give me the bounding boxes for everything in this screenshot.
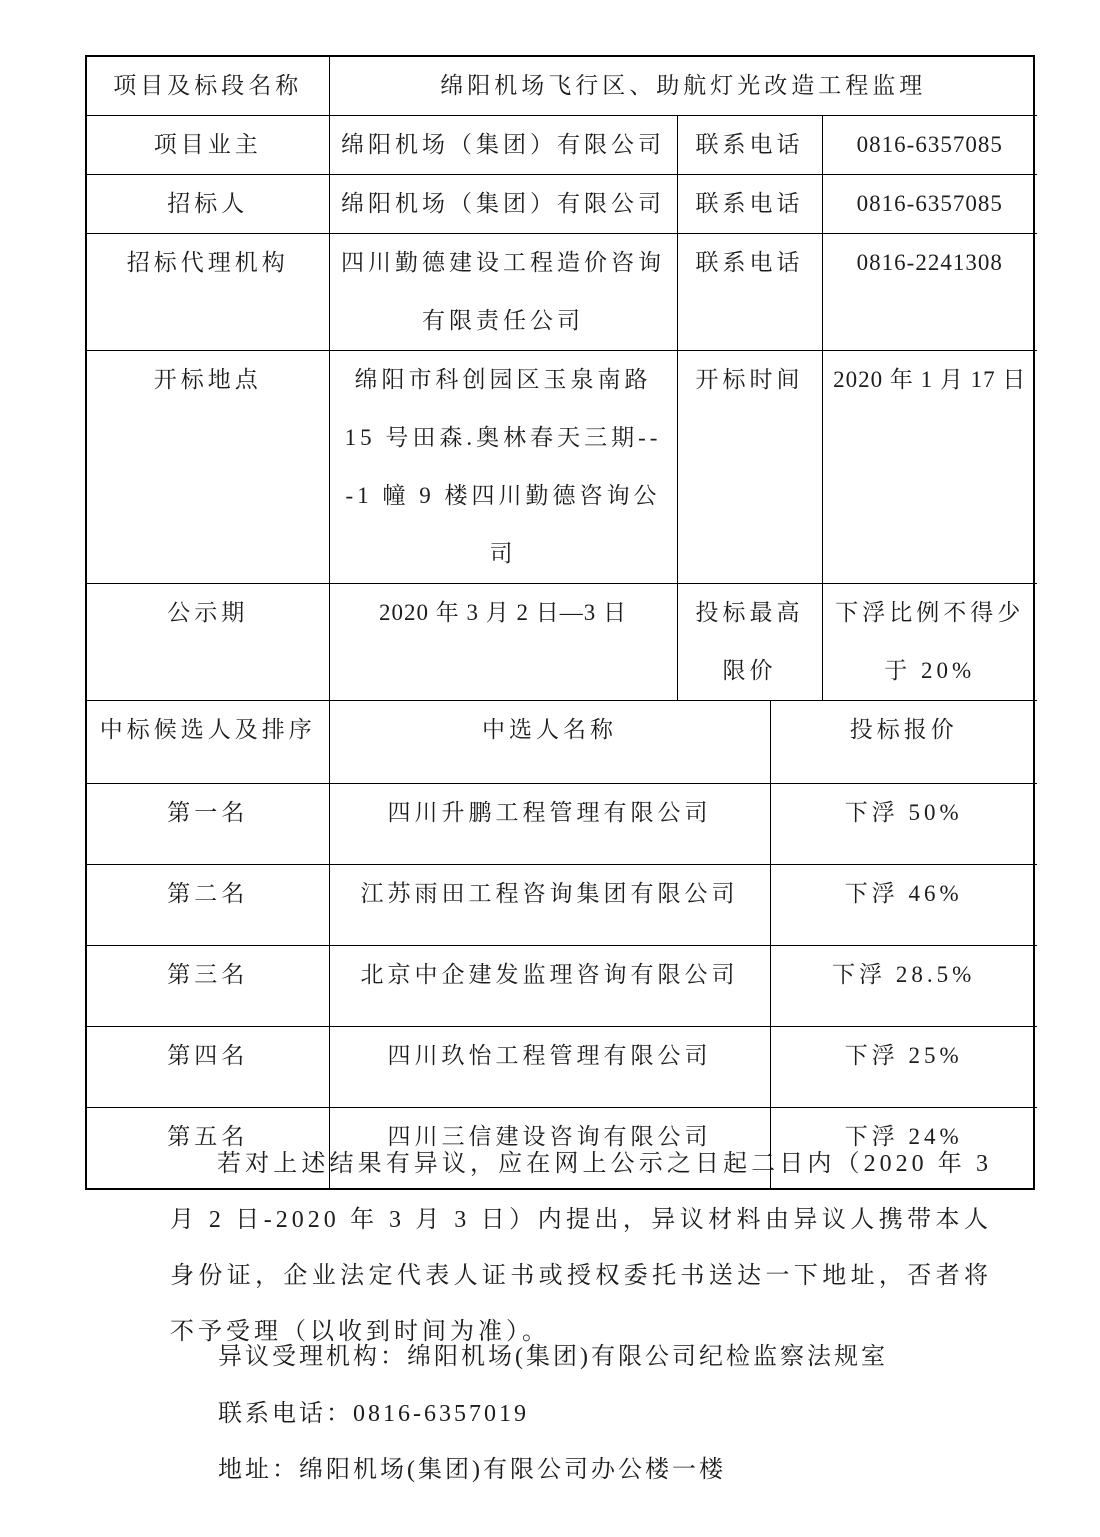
owner-value-cell: 绵阳机场（集团）有限公司 [329,116,677,175]
candidate-row-2 [87,864,1037,945]
candidate-price-cell: 下浮 46% [770,864,1037,945]
owner-row [87,116,1037,175]
max-price-value-cell: 下浮比例不得少于 20% [822,584,1037,701]
publicity-row [87,584,1037,701]
agency-row [87,234,1037,351]
opening-time-value-cell: 2020 年 1 月 17 日 [822,351,1037,584]
opening-row [87,351,1037,584]
candidate-row-4 [87,1026,1037,1107]
owner-label-cell: 项目业主 [87,116,329,175]
agency-phone-value-cell: 0816-2241308 [822,234,1037,351]
owner-phone-label-cell: 联系电话 [677,116,822,175]
candidate-rank-cell: 第五名 [87,1107,329,1188]
agency-label-cell: 招标代理机构 [87,234,329,351]
objection-address-line: 地址：绵阳机场(集团)有限公司办公楼一楼 [218,1457,726,1483]
candidate-row-1 [87,783,1037,864]
max-price-label-cell: 投标最高限价 [677,584,822,701]
objection-office-line: 异议受理机构：绵阳机场(集团)有限公司纪检监察法规室 [218,1344,888,1370]
candidate-price-cell: 下浮 24% [770,1107,1037,1188]
tenderer-value-cell: 绵阳机场（集团）有限公司 [329,175,677,234]
candidate-price-cell: 下浮 28.5% [770,945,1037,1026]
agency-phone-label-cell: 联系电话 [677,234,822,351]
candidates-name-header-cell: 中选人名称 [329,701,770,783]
opening-place-value-cell: 绵阳市科创园区玉泉南路 15 号田森.奥林春天三期---1 幢 9 楼四川勤德咨询公司 [329,351,677,584]
tenderer-row [87,175,1037,234]
candidate-price-cell: 下浮 25% [770,1026,1037,1107]
publicity-label-cell: 公示期 [87,584,329,701]
opening-place-label-cell: 开标地点 [87,351,329,584]
candidate-rank-cell: 第二名 [87,864,329,945]
candidate-name-cell: 北京中企建发监理咨询有限公司 [329,945,770,1026]
objection-notice-paragraph: 若对上述结果有异议，应在网上公示之日起二日内（2020 年 3 月 2 日-2020 年 3 月 3 日）内提出，异议材料由异议人携带本人身份证，企业法定代表人证书或授权委托书送达一下地址，否者将不予受理（以收到时间为准）。 [170,1151,992,1345]
publicity-value-cell: 2020 年 3 月 2 日—3 日 [329,584,677,701]
tenderer-label-cell: 招标人 [87,175,329,234]
project-name-value-cell: 绵阳机场飞行区、助航灯光改造工程监理 [329,57,1037,116]
project-name-row [87,57,1037,116]
candidates-header-row [87,701,1037,783]
candidate-rank-cell: 第四名 [87,1026,329,1107]
candidate-name-cell: 江苏雨田工程咨询集团有限公司 [329,864,770,945]
candidates-rank-header-cell: 中标候选人及排序 [87,701,329,783]
agency-value-cell: 四川勤德建设工程造价咨询有限责任公司 [329,234,677,351]
candidate-name-cell: 四川玖怡工程管理有限公司 [329,1026,770,1107]
opening-time-label-cell: 开标时间 [677,351,822,584]
candidates-table [87,701,1037,1188]
project-info-table [87,57,1037,701]
candidate-name-cell: 四川升鹏工程管理有限公司 [329,783,770,864]
candidate-rank-cell: 第一名 [87,783,329,864]
candidate-price-cell: 下浮 50% [770,783,1037,864]
candidate-name-cell: 四川三信建设咨询有限公司 [329,1107,770,1188]
tenderer-phone-value-cell: 0816-6357085 [822,175,1037,234]
project-name-label-cell: 项目及标段名称 [87,57,329,116]
candidate-row-3 [87,945,1037,1026]
candidates-price-header-cell: 投标报价 [770,701,1037,783]
objection-phone-line: 联系电话：0816-6357019 [218,1401,529,1427]
owner-phone-value-cell: 0816-6357085 [822,116,1037,175]
bid-result-table [85,55,1035,1190]
candidate-rank-cell: 第三名 [87,945,329,1026]
tenderer-phone-label-cell: 联系电话 [677,175,822,234]
